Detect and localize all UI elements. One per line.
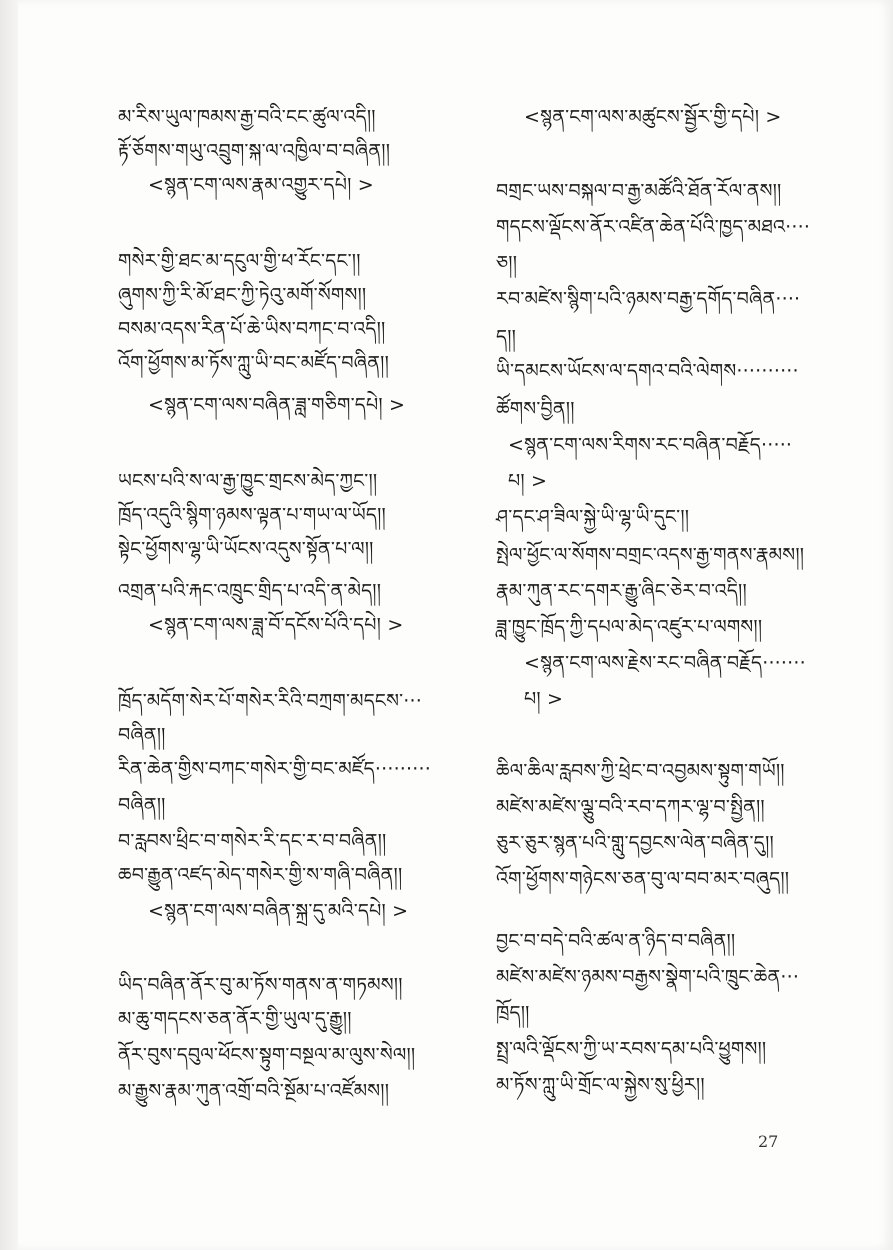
verse-line: ནོར་བུས་དབུལ་ཕོངས་སྟུག་བསྔལ་མ་ལུས་སེལ།།: [118, 1044, 416, 1066]
verse-line: འོག་ཕྱོགས་མ་ཏོས་ཀླུ་ཡི་བང་མཛོད་བཞིན།།: [118, 352, 390, 374]
verse-line: ཚོགས་བྱིན།།: [496, 398, 575, 420]
verse-line: རབ་མཛེས་སྙིག་པའི་ཉམས་བརྒྱ་དགོད་བཞིན····: [496, 288, 801, 310]
verse-line: སྟེང་ཕྱོགས་ལྷ་ཡི་ཡོངས་འདུས་སྟོན་པ་ལ།།: [118, 538, 374, 560]
verse-line: བྱང་བ་བདེ་བའི་ཚལ་ན་ཉིད་བ་བཞིན།།: [496, 930, 736, 952]
verse-line: པ། >: [524, 688, 564, 710]
verse-line: ཅ།།: [496, 252, 518, 274]
verse-line: <སྙན་ངག་ལས་རྣམ་འགྱུར་དཔེ། >: [148, 174, 374, 196]
book-page: [18, 0, 893, 1250]
page-gutter-shadow: [0, 0, 18, 1250]
verse-line: མཛེས་མཛེས་ལྕུ་བའི་རབ་དཀར་ལྷ་བ་སྤྱིན།།: [496, 796, 765, 818]
verse-line: ཞུགས་ཀྱི་རི་མོ་ཐང་ཀྱི་ཏེའུ་མགོ་སོགས།།: [118, 284, 367, 306]
verse-line: བཞིན།།: [118, 724, 166, 746]
verse-line: ཁྲོད་འདུའི་སྙིག་ཉམས་ལྟན་པ་གཡ་ལ་ཡོད།།: [118, 504, 386, 526]
verse-line: བགྲང་ཡས་བསྐལ་བ་རྒྱ་མཚོའི་ཐོན་རོལ་ནས།།: [496, 180, 782, 202]
verse-line: སྤྲ་ལའི་ལྡོངས་ཀྱི་ཡ་རབས་དམ་པའི་ཕྱུགས།།: [496, 1038, 767, 1060]
verse-line: <སྙན་ངག་ལས་བཞིན་ཟླ་གཅིག་དཔེ། >: [148, 394, 406, 416]
verse-line: ཁྲོད།།: [496, 1002, 530, 1024]
verse-line: མ་ཆུ་གདངས་ཅན་ནོར་གྱི་ཡུལ་དུ་རྒྱུ།།: [118, 1008, 352, 1030]
page-number: 27: [758, 1132, 779, 1151]
verse-line: བསམ་འདས་རིན་པོ་ཆེ་ཡིས་བཀང་བ་འདི།།: [118, 318, 386, 340]
verse-line: འགྲན་པའི་རྐང་འཁྲུང་གྲིད་པ་འདི་ན་མེད།།: [118, 580, 382, 602]
verse-line: སྤེལ་ཕྱོང་ལ་སོགས་བགྲང་འདས་རྒྱ་གནས་རྣམས།།: [496, 544, 805, 566]
verse-line: མ་རིས་ཡུལ་ཁམས་རྒྱ་བའི་ངང་ཚུལ་འདི།།: [118, 106, 376, 128]
verse-line: འོག་ཕྱོགས་གཉེངས་ཅན་བུ་ལ་བབ་མར་བཞུད།།: [496, 868, 790, 890]
verse-line: པ། >: [508, 470, 548, 492]
verse-line: གསེར་གྱི་ཐང་མ་དངུལ་གྱི་ཕ་རོང་དང་།།: [118, 250, 361, 272]
verse-line: ཁྲོད་མདོག་སེར་པོ་གསེར་རིའི་བཀྲག་མདངས་···: [118, 690, 422, 712]
verse-line: མ་རྒྱུས་རྣམ་ཀུན་འགྲོ་བའི་སྔོམ་པ་འཛོམས།།: [118, 1080, 390, 1102]
verse-line: ཡིད་བཞིན་ནོར་བུ་མ་ཏོས་གནས་ན་གཏམས།།: [118, 974, 403, 996]
verse-line: ཡི་དམངས་ཡོངས་ལ་དགའ་བའི་ལེགས··········: [496, 360, 799, 382]
verse-line: <སྙན་ངག་ལས་རྗེས་རང་བཞིན་བརྗོད·······: [524, 652, 806, 674]
verse-line: <སྙན་ངག་ལས་རིགས་རང་བཞིན་བརྗོད·····: [508, 434, 793, 456]
verse-line: ཡངས་པའི་ས་ལ་རྒྱ་ཁྱུང་གྲངས་མེད་ཀྱང་།།: [118, 470, 378, 492]
verse-line: ཤ་དང་ཤ་ཟིལ་སྐྱེ་ཡི་ལྷ་ཡི་དུང་།།: [496, 506, 690, 528]
verse-line: གདངས་ལྡོངས་ནོར་འཛིན་ཆེན་པོའི་ཁྱད་མཐའ····: [496, 216, 811, 238]
verse-line: ད།།: [496, 326, 517, 348]
verse-line: <སྙན་ངག་ལས་མཚུངས་སྦྱོར་གྱི་དཔེ། >: [524, 106, 782, 128]
verse-line: ཟླ་ཁྱུང་ཁྲོད་ཀྱི་དཔལ་མེད་འཛུར་པ་ལགས།།: [496, 616, 763, 638]
verse-line: རྣམ་ཀུན་རང་དགར་རྒྱུ་ཞིང་ཅེར་བ་འདི།།: [496, 580, 747, 602]
verse-line: ཆིལ་ཆིལ་རླབས་ཀྱི་ཕྲེང་བ་འབྱམས་སྟུག་གཡོ།།: [496, 760, 785, 782]
verse-line: རྟོ་ཅོགས་གཡུ་འབྲུག་སྐ་ལ་འཁྱིལ་བ་བཞིན།།: [118, 140, 391, 162]
verse-line: མ་ཏོས་ཀླུ་ཡི་གྲོང་ལ་སྐྱེས་སུ་ཕྱིར།།: [496, 1074, 705, 1096]
verse-line: <སྙན་ངག་ལས་ཟླ་བོ་དངོས་པོའི་དཔེ། >: [148, 614, 404, 636]
verse-line: རིན་ཆེན་གྱིས་བཀང་གསེར་གྱི་བང་མཛོད·········: [118, 758, 432, 780]
verse-line: <སྙན་ངག་ལས་བཞིན་སྐྲ་དུ་མའི་དཔེ། >: [148, 900, 409, 922]
verse-line: བ་རླབས་ཕྲིང་བ་གསེར་རི་དང་ར་བ་བཞིན།།: [118, 830, 387, 852]
verse-line: མཛེས་མཛེས་ཉམས་བརྒྱས་སྣེག་པའི་ཁྲུང་ཆེན···: [496, 966, 800, 988]
verse-line: ཆབ་རྒྱུན་འཛད་མེད་གསེར་གྱི་ས་གཞི་བཞིན།།: [118, 864, 403, 886]
verse-line: བཞིན།།: [118, 794, 166, 816]
verse-line: ཅུར་ཅུར་སྙན་པའི་གླུ་དབྱངས་ལེན་བཞིན་དུ།།: [496, 832, 774, 854]
